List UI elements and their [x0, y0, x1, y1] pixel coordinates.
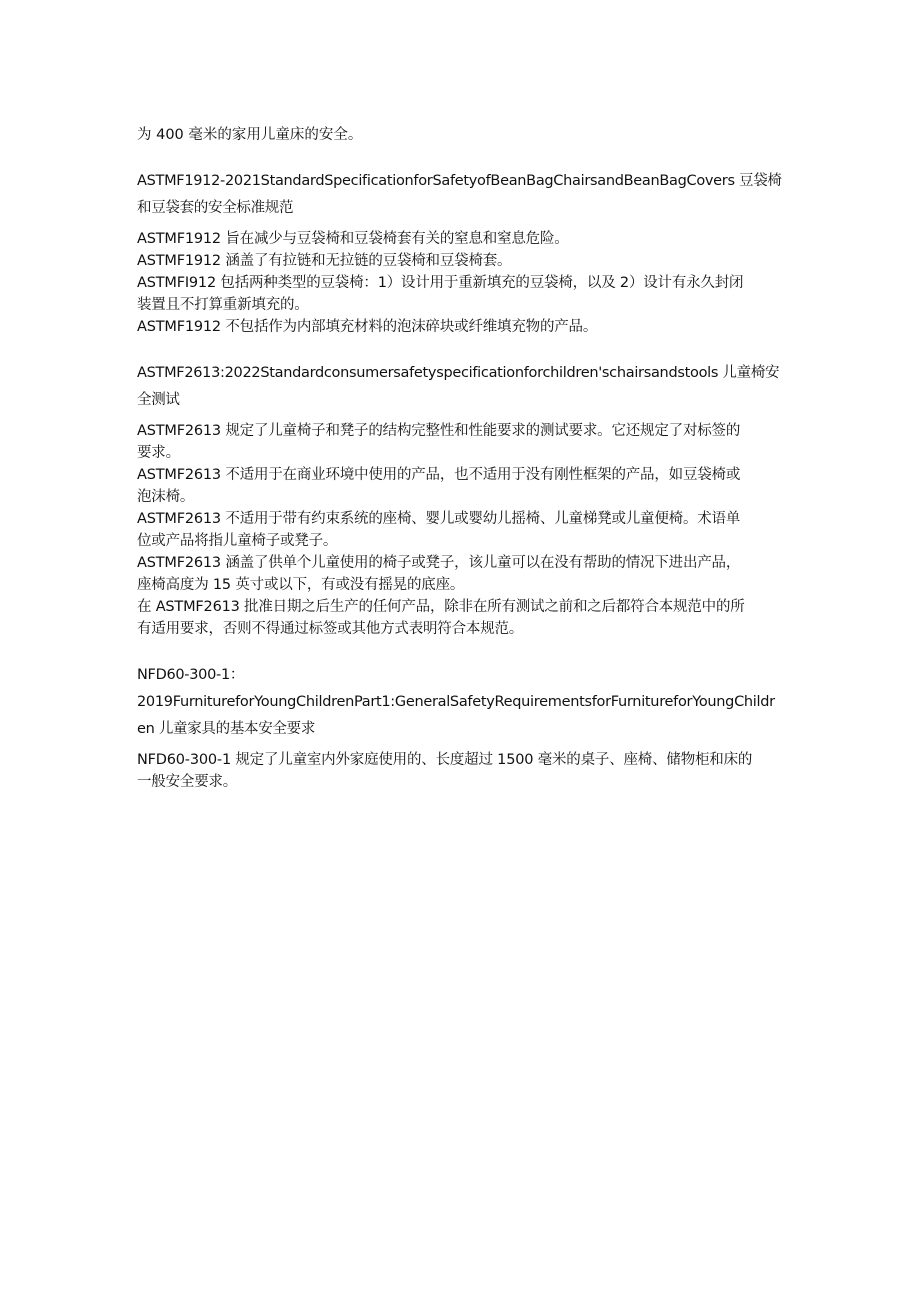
- section-heading: [137, 168, 787, 222]
- paragraph-line: ASTMF2613 规定了儿童椅子和凳子的结构完整性和性能要求的测试要求。它还规定了对标签的: [137, 423, 741, 439]
- paragraph: [137, 749, 787, 793]
- heading-line: 和豆袋套的安全标准规范: [137, 200, 294, 216]
- section-nf-d60-300-1: [137, 662, 787, 793]
- paragraph: [137, 596, 787, 640]
- paragraph-line: 要求。: [137, 445, 180, 461]
- paragraph-line: ASTMF2613 不适用于在商业环境中使用的产品，也不适用于没有刚性框架的产品，如豆袋椅或: [137, 467, 741, 483]
- paragraph-line: 装置且不打算重新填充的。: [137, 297, 309, 313]
- paragraph-line: ASTMF1912 涵盖了有拉链和无拉链的豆袋椅和豆袋椅套。: [137, 253, 512, 269]
- paragraph-line: 有适用要求，否则不得通过标签或其他方式表明符合本规范。: [137, 621, 524, 637]
- paragraph-line: ASTMF1912 旨在减少与豆袋椅和豆袋椅套有关的窒息和窒息危险。: [137, 231, 569, 247]
- heading-line: en 儿童家具的基本安全要求: [137, 721, 316, 737]
- section-heading: [137, 360, 787, 414]
- paragraph: [137, 316, 787, 338]
- paragraph: [137, 228, 787, 250]
- heading-line: 2019FurnitureforYoungChildrenPart1:GeneralSafetyRequirementsforFurnitureforYoungChildr: [137, 694, 775, 710]
- heading-line: ASTMF2613:2022Standardconsumersafetyspecificationforchildren'schairsandstools 儿童椅安: [137, 365, 780, 381]
- section-astm-f1912: [137, 168, 787, 338]
- paragraph: [137, 272, 787, 316]
- paragraph-line: ASTMFI912 包括两种类型的豆袋椅：1）设计用于重新填充的豆袋椅，以及 2）设计有永久封闭: [137, 275, 744, 291]
- paragraph-line: 座椅高度为 15 英寸或以下，有或没有摇晃的底座。: [137, 577, 465, 593]
- paragraph-line: NFD60-300-1 规定了儿童室内外家庭使用的、长度超过 1500 毫米的桌子、座椅、储物柜和床的: [137, 752, 753, 768]
- paragraph-line: 在 ASTMF2613 批准日期之后生产的任何产品，除非在所有测试之前和之后都符合本规范中的所: [137, 599, 745, 615]
- paragraph-line: 泡沫椅。: [137, 489, 195, 505]
- heading-line: ASTMF1912-2021StandardSpecificationforSafetyofBeanBagChairsandBeanBagCovers 豆袋椅: [137, 173, 782, 189]
- heading-line: NFD60-300-1：: [137, 667, 245, 683]
- paragraph-line: ASTMF1912 不包括作为内部填充材料的泡沫碎块或纤维填充物的产品。: [137, 319, 598, 335]
- paragraph: [137, 464, 787, 508]
- paragraph: [137, 552, 787, 596]
- paragraph-line: ASTMF2613 涵盖了供单个儿童使用的椅子或凳子，该儿童可以在没有帮助的情况下进出产品，: [137, 555, 741, 571]
- paragraph-line: 位或产品将指儿童椅子或凳子。: [137, 533, 338, 549]
- paragraph-line: 一般安全要求。: [137, 774, 238, 790]
- paragraph: [137, 250, 787, 272]
- paragraph: [137, 508, 787, 552]
- heading-line: 全测试: [137, 392, 180, 408]
- section-heading: [137, 662, 787, 743]
- intro-text: 为 400 毫米的家用儿童床的安全。: [137, 127, 363, 143]
- document-page: [137, 124, 787, 793]
- paragraph-line: ASTMF2613 不适用于带有约束系统的座椅、婴儿或婴幼儿摇椅、儿童梯凳或儿童便椅。术语单: [137, 511, 741, 527]
- paragraph: [137, 420, 787, 464]
- section-astm-f2613: [137, 360, 787, 640]
